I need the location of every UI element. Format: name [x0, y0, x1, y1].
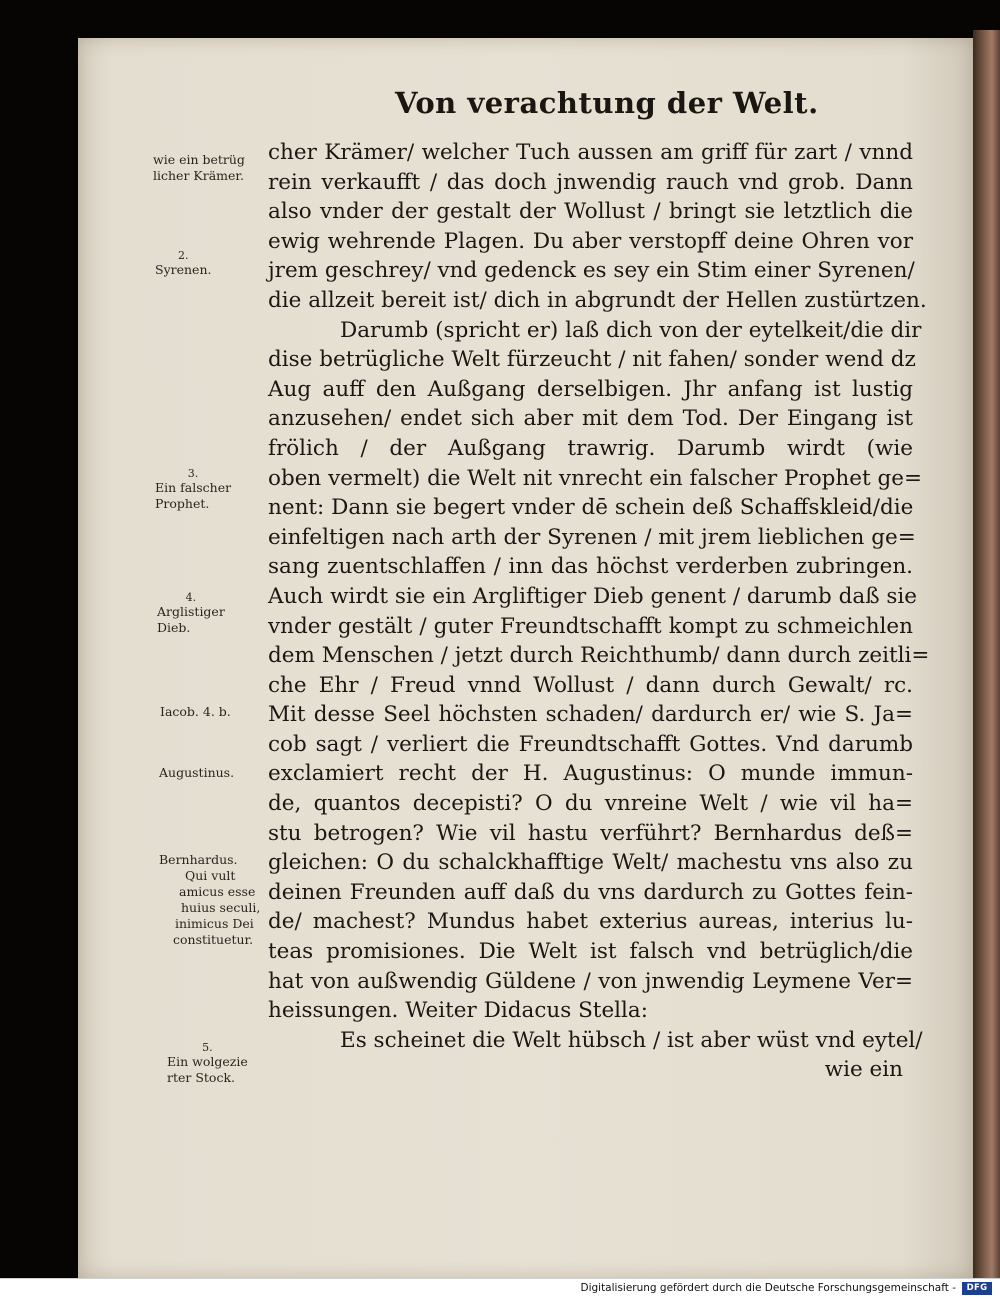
text-line: de/ machest? Mundus habet exterius aureas, interius lu-	[268, 909, 913, 935]
text-line: gleichen: O du schalckhafftige Welt/ machestu vns also zu	[268, 850, 913, 876]
margin-note-line: Dieb.	[157, 620, 191, 635]
body-text	[268, 138, 930, 1085]
footer-bar	[0, 1278, 1000, 1299]
margin-note	[157, 592, 225, 636]
text-line: dem Menschen / jetzt durch Reichthumb/ dann durch zeitli=	[268, 643, 930, 669]
margin-note	[159, 852, 260, 948]
book-edge	[973, 30, 1000, 1278]
footer-credit: Digitalisierung gefördert durch die Deutsche Forschungsgemeinschaft -	[580, 1282, 956, 1294]
text-line: hat von außwendig Güldene / von jnwendig Leymene Ver=	[268, 968, 913, 994]
margin-note	[155, 250, 211, 278]
margin-note-line: amicus esse	[179, 884, 256, 899]
margin-note	[155, 468, 231, 512]
margin-note-number: 3.	[187, 467, 199, 480]
margin-note-line: Prophet.	[155, 496, 210, 511]
text-line: frölich / der Außgang trawrig. Darumb wirdt (wie	[268, 435, 913, 461]
text-line: teas promisiones. Die Welt ist falsch vnd betrüglich/die	[268, 939, 913, 965]
text-line: Darumb (spricht er) laß dich von der eytelkeit/die dir	[340, 317, 922, 343]
text-line: ewig wehrende Plagen. Du aber verstopff deine Ohren vor	[268, 228, 913, 254]
text-line: de, quantos decepisti? O du vnreine Welt / wie vil ha=	[268, 791, 913, 817]
margin-note	[153, 152, 245, 184]
text-line: also vnder der gestalt der Wollust / bringt sie letztlich die	[268, 199, 913, 225]
text-line: Aug auff den Außgang derselbigen. Jhr anfang ist lustig	[268, 376, 913, 402]
text-line: cob sagt / verliert die Freundtschafft Gottes. Vnd darumb	[268, 731, 913, 757]
text-line: rein verkaufft / das doch jnwendig rauch vnd grob. Dann	[268, 169, 913, 195]
margin-note-line: licher Krämer.	[153, 168, 244, 183]
text-line: einfeltigen nach arth der Syrenen / mit jrem lieblichen ge=	[268, 524, 916, 550]
margin-note	[167, 1042, 248, 1086]
margin-note	[159, 765, 234, 781]
text-line: nent: Dann sie begert vnder dē schein deß Schaffskleid/die	[268, 495, 914, 521]
running-head: Von verachtung der Welt.	[395, 86, 819, 120]
margin-note-line: Arglistiger	[157, 604, 225, 619]
catchword: wie ein	[824, 1057, 903, 1083]
margin-note-line: Ein wolgezie	[167, 1054, 248, 1069]
text-line: Mit desse Seel höchsten schaden/ dardurch er/ wie S. Ja=	[268, 702, 913, 728]
margin-note-number: 4.	[185, 591, 197, 604]
margin-note-line: Iacob. 4. b.	[160, 704, 231, 719]
text-line: Es scheinet die Welt hübsch / ist aber wüst vnd eytel/	[340, 1027, 923, 1053]
text-line: cher Krämer/ welcher Tuch aussen am griff für zart / vnnd	[268, 140, 913, 165]
text-line: jrem geschrey/ vnd gedenck es sey ein Stim einer Syrenen/	[268, 258, 915, 284]
text-line: heissungen. Weiter Didacus Stella:	[268, 998, 648, 1024]
margin-note-number: 2.	[177, 249, 189, 262]
text-line: dise betrügliche Welt fürzeucht / nit fahen/ sonder wend dz	[268, 347, 916, 373]
margin-note	[160, 704, 231, 720]
text-line: die allzeit bereit ist/ dich in abgrundt der Hellen zustürtzen.	[268, 287, 927, 313]
margin-note-number: 5.	[202, 1041, 213, 1054]
text-line: Auch wirdt sie ein Argliftiger Dieb genent / darumb daß sie	[268, 583, 918, 609]
margin-note-line: inimicus Dei	[175, 916, 254, 931]
margin-note-line: constituetur.	[173, 932, 254, 947]
text-line: deinen Freunden auff daß du vns dardurch zu Gottes fein-	[268, 879, 913, 905]
text-line: anzusehen/ endet sich aber mit dem Tod. Der Eingang ist	[268, 406, 913, 432]
margin-note-line: Augustinus.	[159, 765, 235, 780]
margin-note-line: Syrenen.	[155, 262, 212, 277]
margin-note-line: Qui vult	[185, 868, 236, 883]
margin-note-line: wie ein betrüg	[153, 152, 245, 167]
text-line: vnder gestält / guter Freundtschafft kompt zu schmeichlen	[268, 613, 913, 639]
margin-note-line: Ein falscher	[155, 480, 232, 495]
margin-note-line: huius seculi,	[181, 900, 261, 915]
text-line: sang zuentschlaffen / inn das höchst verderben zubringen.	[268, 554, 913, 580]
margin-note-line: rter Stock.	[167, 1070, 236, 1085]
margin-note-line: Bernhardus.	[159, 852, 238, 867]
text-line: exclamiert recht der H. Augustinus: O munde immun-	[268, 761, 913, 787]
text-line: stu betrogen? Wie vil hastu verführt? Bernhardus deß=	[268, 820, 913, 846]
text-line: oben vermelt) die Welt nit vnrecht ein falscher Prophet ge=	[268, 465, 922, 491]
dfg-logo-icon: DFG	[962, 1282, 992, 1295]
text-line: che Ehr / Freud vnnd Wollust / dann durch Gewalt/ rc.	[268, 672, 913, 698]
